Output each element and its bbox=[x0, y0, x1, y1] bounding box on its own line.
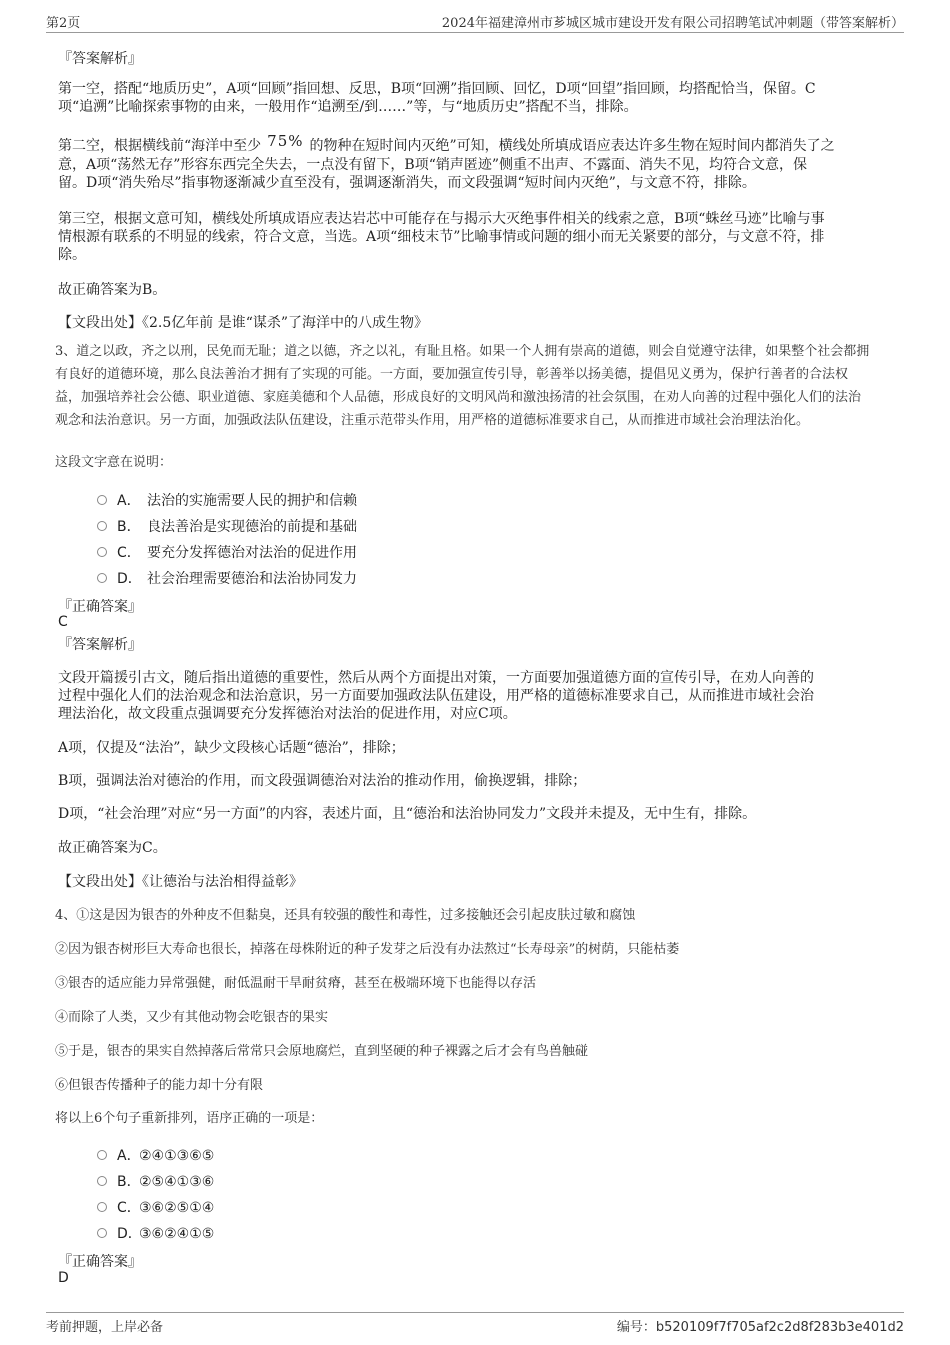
q3-explain-a: A项，仅提及“法治”，缺少文段核心话题“德治”，排除； bbox=[58, 740, 405, 756]
q4-prompt: 将以上6个句子重新排列，语序正确的一项是： bbox=[55, 1111, 324, 1126]
q3-stem-line2: 有良好的道德环境，那么良法善治才拥有了实现的可能。一方面，要加强宣传引导，彰善举以扬美德，提倡见义勇为，保护行善者的合法权 bbox=[55, 367, 849, 382]
q4-sentence-2: ②因为银杏树形巨大寿命也很长，掉落在母株附近的种子发芽之后没有办法熬过“长寿母亲”的树荫，只能枯萎 bbox=[55, 942, 680, 957]
q4-sentence-5: ⑤于是，银杏的果实自然掉落后常常只会原地腐烂，直到坚硬的种子裸露之后才会有鸟兽触碰 bbox=[55, 1044, 589, 1059]
option-text: ②④①③⑥⑤ bbox=[139, 1148, 215, 1164]
q2-para3-line1: 第三空，根据文意可知，横线处所填成语应表达岩芯中可能存在与揭示大灭绝事件相关的线索之意，B项“蛛丝马迹”比喻与事 bbox=[58, 211, 825, 227]
q2-analysis-label: 『答案解析』 bbox=[58, 51, 142, 67]
q3-analysis-line2: 过程中强化人们的法治观念和法治意识，另一方面要加强政法队伍建设，用严格的道德标准要求自己，从而推进市域社会治 bbox=[58, 688, 814, 704]
option-letter: C． bbox=[117, 1200, 141, 1216]
option-letter: A． bbox=[117, 1148, 141, 1164]
document-id: 编号：b520109f7f705af2c2d8f283b3e401d2 bbox=[616, 1320, 904, 1335]
option-text: 法治的实施需要人民的拥护和信赖 bbox=[147, 493, 357, 509]
option-text: 良法善治是实现德治的前提和基础 bbox=[147, 519, 357, 535]
q2-para2-line1-b: 的物种在短时间内灭绝”可知，横线处所填成语应表达许多生物在短时间内都消失了之 bbox=[309, 138, 835, 154]
radio-icon[interactable] bbox=[97, 521, 107, 531]
document-title: 2024年福建漳州市芗城区城市建设开发有限公司招聘笔试冲刺题（带答案解析） bbox=[441, 16, 904, 31]
option-text: ③⑥②④①⑤ bbox=[139, 1226, 215, 1242]
q3-correct-answer: C bbox=[58, 614, 68, 630]
option-letter: D． bbox=[117, 571, 142, 587]
option-letter: C． bbox=[117, 545, 141, 561]
q2-para2-line2: 意，A项“荡然无存”形容东西完全失去，一点没有留下，B项“销声匿迹”侧重不出声、不露面、消失不见，均符合文意，保 bbox=[58, 157, 808, 173]
q2-conclusion: 故正确答案为B。 bbox=[58, 282, 167, 298]
q3-stem-line4: 观念和法治意识。另一方面，加强政法队伍建设，注重示范带头作用，用严格的道德标准要求自己，从而推进市域社会治理法治化。 bbox=[55, 413, 810, 428]
q3-option-d[interactable] bbox=[97, 568, 357, 588]
q2-percentage: 75% bbox=[267, 132, 304, 150]
footer-slogan: 考前押题，上岸必备 bbox=[46, 1320, 164, 1335]
q4-correct-answer: D bbox=[58, 1270, 69, 1286]
q2-para3-line3: 除。 bbox=[58, 247, 86, 263]
q2-para2-line3: 留。D项“消失殆尽”指事物逐渐减少直至没有，强调逐渐消失，而文段强调“短时间内灭绝”，与文意不符，排除。 bbox=[58, 175, 756, 191]
page-header bbox=[46, 12, 904, 33]
radio-icon[interactable] bbox=[97, 1202, 107, 1212]
radio-icon[interactable] bbox=[97, 573, 107, 583]
q4-option-b[interactable] bbox=[97, 1171, 214, 1191]
q3-explain-b: B项，强调法治对德治的作用，而文段强调德治对法治的推动作用，偷换逻辑，排除； bbox=[58, 773, 587, 789]
q3-source: 【文段出处】《让德治与法治相得益彰》 bbox=[58, 874, 303, 890]
option-letter: B． bbox=[117, 1174, 141, 1190]
q4-sentence-6: ⑥但银杏传播种子的能力却十分有限 bbox=[55, 1078, 264, 1093]
option-text: 要充分发挥德治对法治的促进作用 bbox=[147, 545, 357, 561]
q3-correct-label: 『正确答案』 bbox=[58, 599, 142, 615]
q2-para2-line1 bbox=[58, 132, 835, 155]
q3-stem-line3: 益，加强培养社会公德、职业道德、家庭美德和个人品德，形成良好的文明风尚和激浊扬清的社会氛围，在劝人向善的过程中强化人们的法治 bbox=[55, 390, 862, 405]
q3-analysis-line1: 文段开篇援引古文，随后指出道德的重要性，然后从两个方面提出对策，一方面要加强道德方面的宣传引导，在劝人向善的 bbox=[58, 670, 814, 686]
radio-icon[interactable] bbox=[97, 1150, 107, 1160]
q4-option-d[interactable] bbox=[97, 1223, 214, 1243]
q4-sentence-3: ③银杏的适应能力异常强健，耐低温耐干旱耐贫瘠，甚至在极端环境下也能得以存活 bbox=[55, 976, 537, 991]
q3-option-c[interactable] bbox=[97, 542, 357, 562]
radio-icon[interactable] bbox=[97, 495, 107, 505]
option-text: ②⑤④①③⑥ bbox=[139, 1174, 215, 1190]
option-letter: A． bbox=[117, 493, 141, 509]
q3-option-a[interactable] bbox=[97, 490, 357, 510]
q3-conclusion: 故正确答案为C。 bbox=[58, 840, 167, 856]
option-letter: D． bbox=[117, 1226, 142, 1242]
q3-explain-d: D项，“社会治理”对应“另一方面”的内容，表述片面，且“德治和法治协同发力”文段并未提及，无中生有，排除。 bbox=[58, 806, 757, 822]
q2-para3-line2: 情根源有联系的不明显的线索，符合文意，当选。A项“细枝末节”比喻事情或问题的细小而无关紧要的部分，与文意不符，排 bbox=[58, 229, 825, 245]
q4-option-a[interactable] bbox=[97, 1145, 214, 1165]
q2-source: 【文段出处】《2.5亿年前 是谁“谋杀”了海洋中的八成生物》 bbox=[58, 315, 429, 331]
q3-analysis-label: 『答案解析』 bbox=[58, 637, 142, 653]
q3-stem-line1: 3、道之以政，齐之以刑，民免而无耻；道之以德，齐之以礼，有耻且格。如果一个人拥有崇高的道德，则会自觉遵守法律，如果整个社会都拥 bbox=[55, 344, 870, 359]
q3-option-b[interactable] bbox=[97, 516, 357, 536]
option-text: 社会治理需要德治和法治协同发力 bbox=[147, 571, 357, 587]
page-number: 第2页 bbox=[46, 16, 81, 31]
option-text: ③⑥②⑤①④ bbox=[139, 1200, 215, 1216]
page-footer bbox=[46, 1312, 904, 1335]
option-letter: B． bbox=[117, 519, 141, 535]
q2-para1-line2: 项“追溯”比喻探索事物的由来，一般用作“追溯至/到……”等，与“地质历史”搭配不当，排除。 bbox=[58, 99, 638, 115]
q3-analysis-line3: 理法治化，故文段重点强调要充分发挥德治对法治的促进作用，对应C项。 bbox=[58, 706, 517, 722]
q4-sentence-1: 4、①这是因为银杏的外种皮不但黏臭，还具有较强的酸性和毒性，过多接触还会引起皮肤过敏和腐蚀 bbox=[55, 908, 636, 923]
q3-prompt: 这段文字意在说明： bbox=[55, 455, 173, 470]
q2-para2-line1-a: 第二空，根据横线前“海洋中至少 bbox=[58, 138, 262, 154]
radio-icon[interactable] bbox=[97, 1228, 107, 1238]
q4-correct-label: 『正确答案』 bbox=[58, 1254, 142, 1270]
q2-para1-line1: 第一空，搭配“地质历史”，A项“回顾”指回想、反思，B项“回溯”指回顾、回忆，D项“回望”指回顾，均搭配恰当，保留。C bbox=[58, 81, 816, 97]
q4-sentence-4: ④而除了人类，又少有其他动物会吃银杏的果实 bbox=[55, 1010, 329, 1025]
radio-icon[interactable] bbox=[97, 1176, 107, 1186]
q4-option-c[interactable] bbox=[97, 1197, 214, 1217]
radio-icon[interactable] bbox=[97, 547, 107, 557]
